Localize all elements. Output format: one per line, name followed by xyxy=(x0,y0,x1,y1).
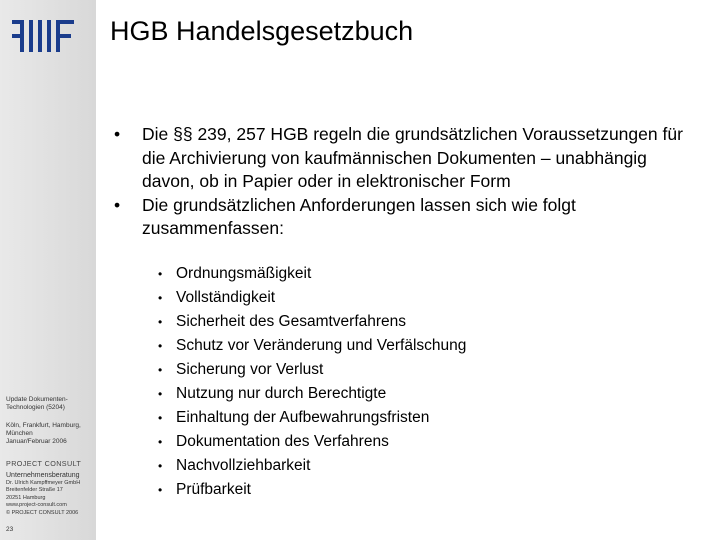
requirement-item xyxy=(158,286,558,310)
requirement-text: Vollständigkeit xyxy=(176,289,276,306)
company-name: PROJECT CONSULT xyxy=(6,459,82,468)
main-bullet-text: Die §§ 239, 257 HGB regeln die grundsätzlichen Voraussetzungen für die Archivierung von kaufmännischen Dokumenten – unabhängig davon, ob in Papier oder in elektronischer Form xyxy=(142,124,683,191)
bullet-icon: • xyxy=(158,459,163,473)
main-bullet-list xyxy=(114,123,684,241)
requirement-item xyxy=(158,310,558,334)
requirement-text: Nutzung nur durch Berechtigte xyxy=(176,385,387,402)
cities-line: München xyxy=(6,430,33,437)
slide-title: HGB Handelsgesetzbuch xyxy=(110,16,414,46)
requirement-item xyxy=(158,262,558,286)
requirement-text: Ordnungsmäßigkeit xyxy=(176,265,312,282)
project-consult-logo-icon xyxy=(12,20,82,52)
requirements-list xyxy=(158,262,558,502)
bullet-icon: • xyxy=(158,315,163,329)
main-bullet-item xyxy=(114,123,684,194)
bullet-icon: • xyxy=(114,124,121,144)
bullet-icon: • xyxy=(158,387,163,401)
bullet-icon: • xyxy=(158,339,163,353)
event-date: Januar/Februar 2006 xyxy=(6,438,67,445)
bullet-icon: • xyxy=(114,194,121,215)
event-cities xyxy=(6,422,94,446)
requirement-text: Schutz vor Veränderung und Verfälschung xyxy=(176,337,467,354)
event-info xyxy=(6,396,94,412)
requirement-text: Dokumentation des Verfahrens xyxy=(176,433,389,450)
requirement-item xyxy=(158,454,558,478)
requirement-item xyxy=(158,334,558,358)
cities-line: Köln, Frankfurt, Hamburg, xyxy=(6,422,81,429)
company-line: Unternehmensberatung xyxy=(6,472,80,479)
bullet-icon: • xyxy=(158,411,163,425)
bullet-icon: • xyxy=(158,483,163,497)
requirement-item xyxy=(158,382,558,406)
requirement-text: Prüfbarkeit xyxy=(176,481,251,498)
bullet-icon: • xyxy=(158,363,163,377)
requirement-item xyxy=(158,430,558,454)
company-line: Breitenfelder Straße 17 xyxy=(6,487,63,493)
requirement-item xyxy=(158,478,558,502)
bullet-icon: • xyxy=(158,291,163,305)
company-address xyxy=(6,472,94,517)
company-website: www.project-consult.com xyxy=(6,502,67,508)
requirement-item xyxy=(158,406,558,430)
main-bullet-item xyxy=(114,194,684,241)
requirement-text: Sicherheit des Gesamtverfahrens xyxy=(176,313,407,330)
bullet-icon: • xyxy=(158,267,163,281)
main-bullet-text: Die grundsätzlichen Anforderungen lassen sich wie folgt zusammenfassen: xyxy=(142,194,576,238)
copyright: © PROJECT CONSULT 2006 xyxy=(6,509,79,516)
company-line: 20251 Hamburg xyxy=(6,494,46,501)
page-number: 23 xyxy=(6,526,14,533)
sidebar xyxy=(0,0,96,540)
event-line: Update Dokumenten- xyxy=(6,396,68,403)
event-line: Technologien (5204) xyxy=(6,404,65,411)
company-line: Dr. Ulrich Kampffmeyer GmbH xyxy=(6,479,81,486)
requirement-text: Sicherung vor Verlust xyxy=(176,361,324,378)
requirement-text: Nachvollziehbarkeit xyxy=(176,457,311,474)
bullet-icon: • xyxy=(158,435,163,449)
requirement-text: Einhaltung der Aufbewahrungsfristen xyxy=(176,409,430,426)
requirement-item xyxy=(158,358,558,382)
